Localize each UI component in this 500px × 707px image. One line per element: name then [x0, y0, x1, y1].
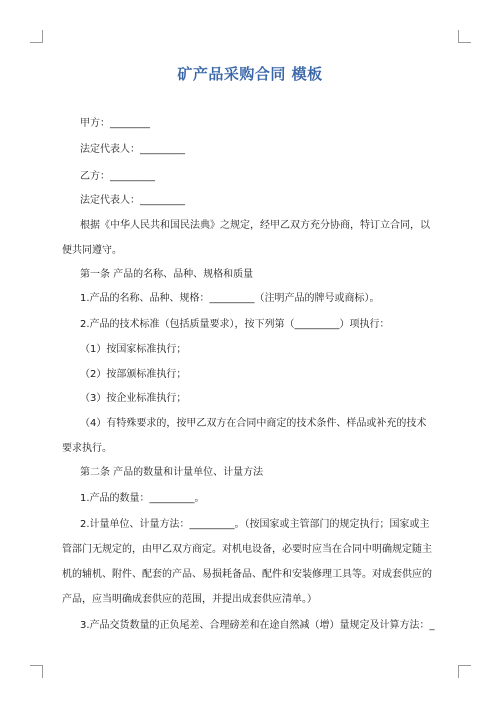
article-1-clause-1: 1.产品的名称、品种、规格：_________（注明产品的牌号或商标）。 [80, 293, 380, 304]
article-2-clause-2-line-2: 管部门无规定的，由甲乙双方商定。对机电设备，必要时应当在合同中明确规定随主 [62, 544, 432, 555]
article-1-heading: 第一条 产品的名称、品种、规格和质量 [80, 269, 254, 280]
document-title: 矿产品采购合同 模板 [177, 65, 323, 83]
article-2-clause-2-line-1: 2.计量单位、计量方法：_________。（按国家或主管部门的规定执行；国家或主 [80, 519, 430, 530]
preamble-line-2: 便共同遵守。 [62, 245, 122, 256]
party-b-representative-line: 法定代表人：_________ [80, 195, 185, 206]
party-b-line: 乙方：_________ [80, 171, 155, 182]
party-a-representative-line: 法定代表人：_________ [80, 144, 185, 155]
party-a-line: 甲方：________ [80, 118, 150, 129]
article-2-clause-3-line-1: 3.产品交货数量的正负尾差、合理磅差和在途自然减（增）量规定及计算方法：_ [80, 620, 435, 631]
crop-mark-top-right [458, 30, 471, 43]
article-1-option-2: （2）按部颁标准执行； [80, 369, 187, 380]
article-1-option-3: （3）按企业标准执行； [80, 393, 187, 404]
preamble-line-1: 根据《中华人民共和国民法典》之规定，经甲乙双方充分协商，特订立合同，以 [80, 220, 430, 231]
crop-mark-bottom-left [30, 665, 43, 678]
article-1-clause-2: 2.产品的技术标准（包括质量要求），按下列第（_________）项执行： [80, 319, 390, 330]
article-2-clause-2-line-4: 产品，应当明确成套供应的范围，并提出成套供应清单。） [62, 594, 317, 605]
article-2-clause-1: 1.产品的数量：_________。 [80, 493, 205, 504]
article-1-option-4-line-1: （4）有特殊要求的，按甲乙双方在合同中商定的技术条件、样品或补充的技术 [80, 418, 427, 429]
article-2-clause-2-line-3: 机的辅机、附件、配套的产品、易损耗备品、配件和安装修理工具等。对成套供应的 [62, 569, 432, 580]
crop-mark-top-left [30, 30, 43, 43]
article-2-heading: 第二条 产品的数量和计量单位、计量方法 [80, 467, 264, 478]
article-1-option-4-line-2: 要求执行。 [62, 443, 112, 454]
crop-mark-bottom-right [458, 665, 471, 678]
article-1-option-1: （1）按国家标准执行； [80, 344, 187, 355]
